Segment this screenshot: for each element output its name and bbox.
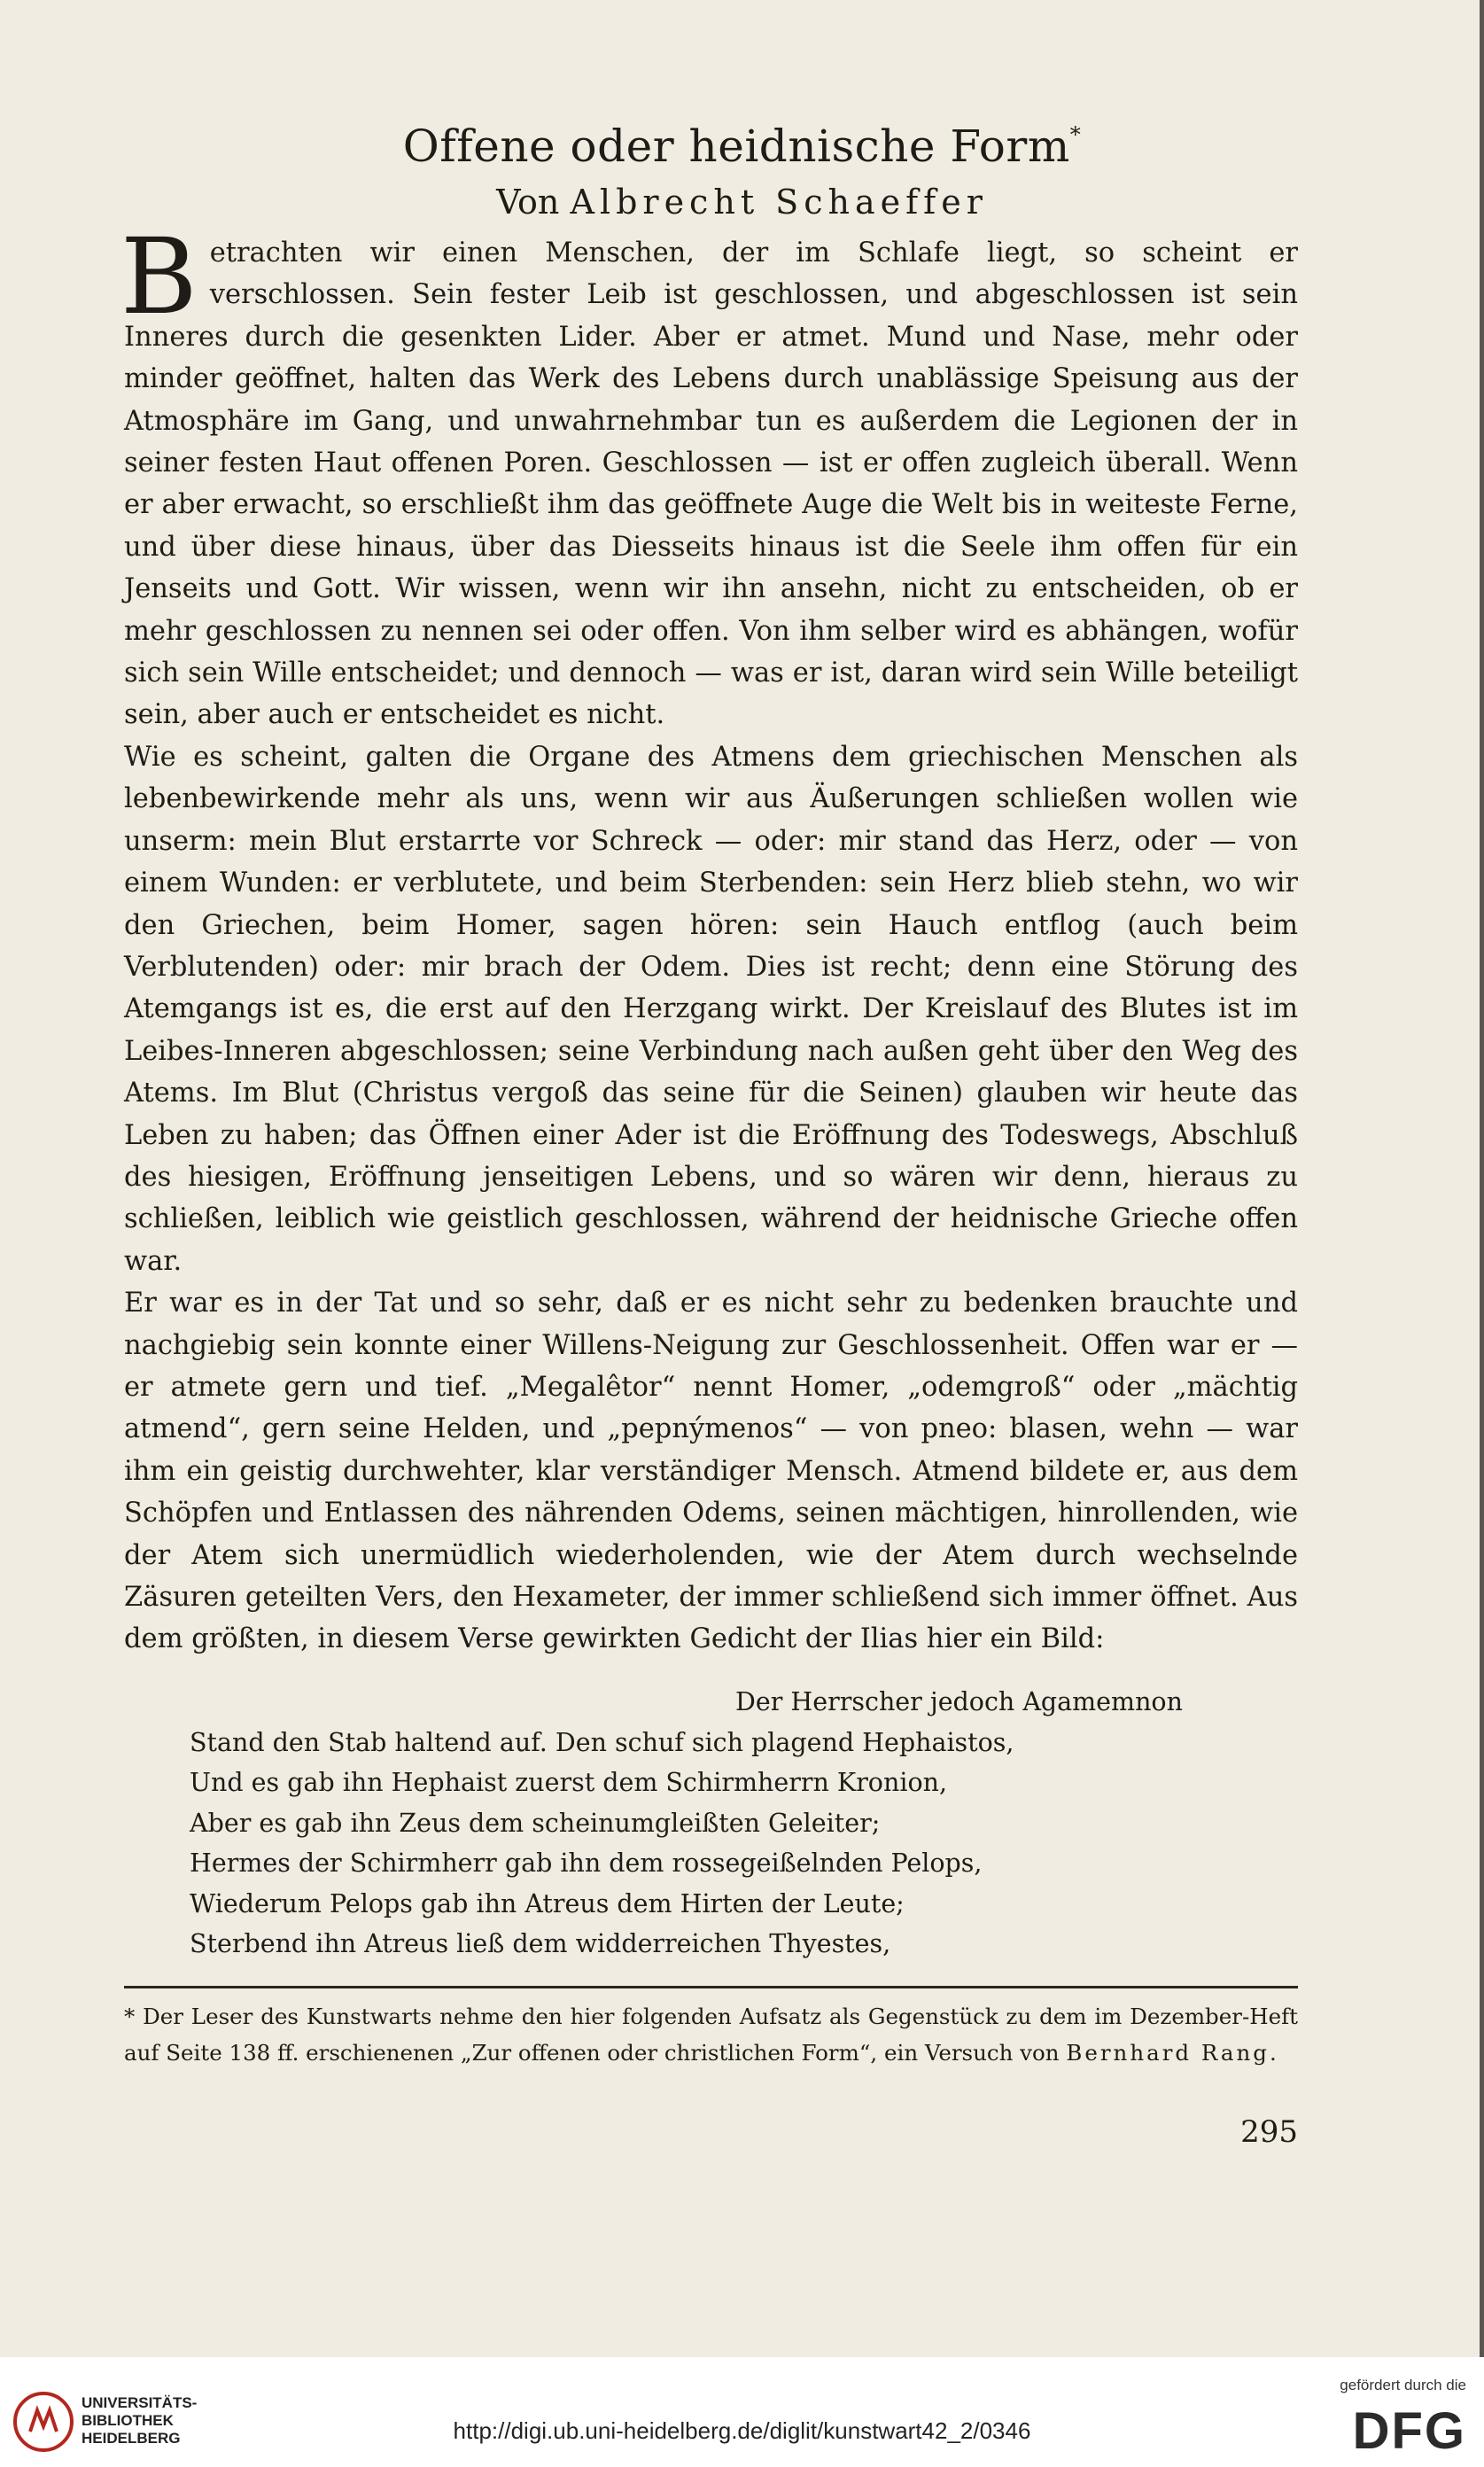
poem-line: Wiederum Pelops gab ihn Atreus dem Hirten der Leute; <box>190 1888 905 1918</box>
footnote-mark: * <box>1069 122 1082 147</box>
footnote-author: Bernhard Rang <box>1066 2039 1270 2066</box>
scan-edge <box>1480 0 1484 2357</box>
poem-line: Sterbend ihn Atreus ließ dem widderreichen Thyestes, <box>190 1929 891 1958</box>
paragraph-1: Betrachten wir einen Menschen, der im Schlafe liegt, so scheint er verschlossen. Sein fester Leib ist geschlossen, und abgeschlossen ist sein Inneres durch die gesenkten Lider. Aber er atmet. Mund und Nase, mehr oder minder geöffnet, halten das Werk des Lebens durch unablässige Speisung aus der Atmosphäre im Gang, und unwahrnehmbar tun es außerdem die Legionen der in seiner festen Haut offenen Poren. Geschlossen — ist er offen zugleich überall. Wenn er aber erwacht, so erschließt ihm das geöffnete Auge die Welt bis in weiteste Ferne, und über diese hinaus, über das Diesseits hinaus ist die Seele ihm offen für ein Jenseits und Gott. Wir wissen, wenn wir ihn ansehn, nicht zu entscheiden, ob er mehr geschlossen zu nennen sei oder offen. Von ihm selber wird es abhängen, wofür sich sein Wille entscheidet; und dennoch — was er ist, daran wird sein Wille beteiligt sein, aber auch er entscheidet es nicht. <box>120 215 1298 731</box>
footnote: * Der Leser des Kunstwarts nehme den hier folgenden Aufsatz als Gegenstück zu dem im Dezember-Heft auf Seite 138 ff. erschienenen „Zur offenen oder christlichen Form“, ein Versuch von Bernhard Rang. <box>124 2004 1298 2066</box>
drop-cap: B <box>120 215 198 338</box>
poem-line: Stand den Stab haltend auf. Den schuf sich plagend Hephaistos, <box>190 1727 1014 1757</box>
poem-line: Und es gab ihn Hephaist zuerst dem Schirmherrn Kronion, <box>190 1768 948 1797</box>
footnote-divider <box>124 1986 1298 1988</box>
library-name: UNIVERSITÄTS- BIBLIOTHEK HEIDELBERG <box>82 2394 198 2447</box>
author-name: Albrecht Schaeffer <box>570 183 988 222</box>
article-body <box>120 215 1298 1661</box>
dfg-logo: DFG <box>1352 2402 1466 2460</box>
poem-line: Aber es gab ihn Zeus dem scheinumgleißten Geleiter; <box>190 1808 881 1838</box>
poem-line: Der Herrscher jedoch Agamemnon <box>735 1687 1183 1716</box>
paragraph-3: Er war es in der Tat und so sehr, daß er es nicht sehr zu bedenken brauchte und nachgiebig sein konnte einer Willens-Neigung zur Geschlossenheit. Offen war er — er atmete gern und tief. „Megalêtor“ nennt Homer, „odemgroß“ oder „mächtig atmend“, gern seine Helden, und „pepnýmenos“ — von pneo: blasen, wehn — war ihm ein geistig durchwehter, klar verständiger Mensch. Atmend bildete er, aus dem Schöpfen und Entlassen des nährenden Odems, seinen mächtigen, hinrollenden, wie der Atem sich unermüdlich wiederholenden, wie der Atem durch wechselnde Zäsuren geteilten Vers, den Hexameter, der immer schließend sich immer öffnet. Aus dem größten, in diesem Verse gewirkten Gedicht der Ilias hier ein Bild: <box>124 1288 1298 1655</box>
poem-line: Hermes der Schirmherr gab ihn dem rossegeißelnden Pelops, <box>190 1848 983 1878</box>
poem-quote <box>190 1682 1297 1965</box>
page-url-link[interactable]: http://digi.ub.uni-heidelberg.de/diglit/kunstwart42_2/0346 <box>453 2417 1031 2444</box>
paragraph-2: Wie es scheint, galten die Organe des Atmens dem griechischen Menschen als lebenbewirkende mehr als uns, wenn wir aus Äußerungen schließen wollen wie unserm: mein Blut erstarrte vor Schreck — oder: mir stand das Herz, oder — von einem Wunden: er verblutete, und beim Sterbenden: sein Herz blieb stehn, wo wir den Griechen, beim Homer, sagen hören: sein Hauch entflog (auch beim Verblutenden) oder: mir brach der Odem. Dies ist recht; denn eine Störung des Atemgangs ist es, die erst auf den Herzgang wirkt. Der Kreislauf des Blutes ist im Leibes-Inneren abgeschlossen; seine Verbindung nach außen geht über den Weg des Atems. Im Blut (Christus vergoß das seine für die Seinen) glauben wir heute das Leben zu haben; das Öffnen einer Ader ist die Eröffnung des Todeswegs, Abschluß des hiesigen, Eröffnung jenseitigen Lebens, und so wären wir denn, hieraus zu schließen, leiblich wie geistlich geschlossen, während der heidnische Grieche offen war. <box>124 741 1298 1277</box>
funded-by-label: gefördert durch die <box>1340 2377 1466 2393</box>
viewer-footer <box>0 2357 1484 2467</box>
page-number: 295 <box>1240 2114 1298 2150</box>
article-title: Offene oder heidnische Form* <box>402 121 1082 172</box>
article-author: Von Albrecht Schaeffer <box>496 183 988 222</box>
